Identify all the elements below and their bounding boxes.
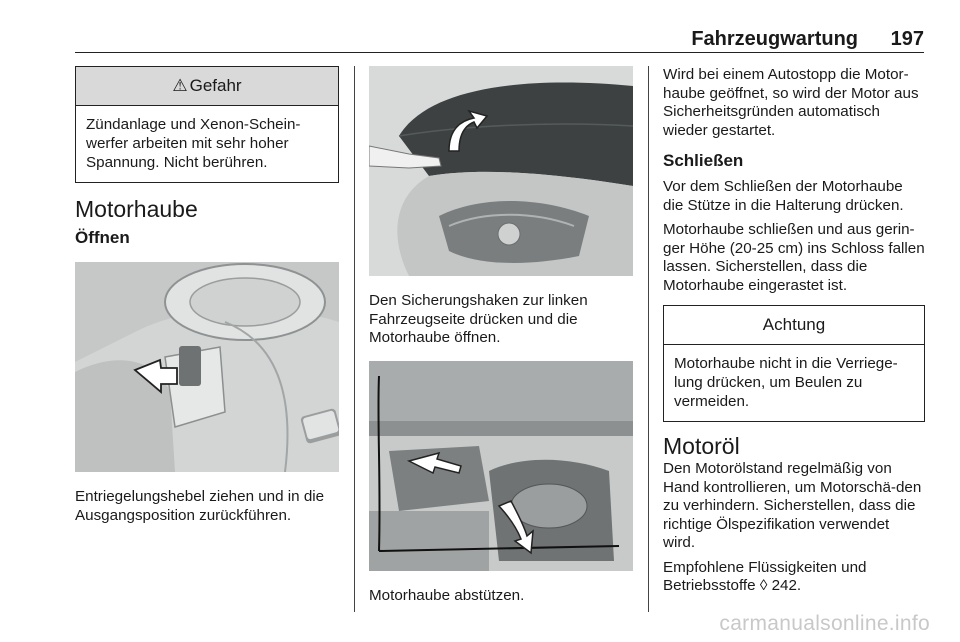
oil-paragraph-1: Den Motorölstand regelmäßig von Hand kontrollieren, um Motorschä-den zu verhindern. Sicherstellen, dass die richtige Ölspezifikation verwendet wird.	[663, 460, 922, 551]
column-1	[75, 66, 339, 525]
oil-paragraph-2-text: Empfohlene Flüssigkeiten und Betriebsstoffe	[663, 558, 867, 594]
caution-box	[663, 305, 925, 422]
hood-prop-illustration	[369, 361, 633, 571]
caption-hood-prop: Motorhaube abstützen.	[369, 586, 525, 604]
page-header	[75, 24, 924, 53]
danger-box-title: Gefahr	[189, 76, 242, 95]
hood-hook-illustration	[369, 66, 633, 276]
subsection-title-schliessen: Schließen	[663, 151, 744, 170]
page-reference-link[interactable]: 242.	[771, 577, 802, 594]
caution-box-title: Achtung	[664, 306, 924, 345]
page-number: 197	[890, 28, 924, 50]
release-lever-illustration	[75, 262, 339, 472]
column-3	[663, 66, 925, 596]
danger-box-header	[76, 67, 338, 106]
column-2	[369, 66, 633, 605]
section-title-motoroel: Motoröl	[663, 433, 740, 459]
column-divider-2	[648, 66, 649, 612]
section-title-motorhaube: Motorhaube	[75, 196, 198, 222]
watermark: carmanualsonline.info	[719, 612, 930, 635]
close-paragraph-2: Motorhaube schließen und aus gerin-ger Höhe (20-25 cm) ins Schloss fallen lassen. Sicherstellen, dass die Motorhaube eingerastet ist.	[663, 221, 925, 294]
column-divider-1	[354, 66, 355, 612]
intro-paragraph: Wird bei einem Autostopp die Motor-haube geöffnet, so wird der Motor aus Sicherheitsgründen automatisch wieder gestartet.	[663, 66, 919, 139]
subsection-title-oeffnen: Öffnen	[75, 228, 130, 247]
caution-box-text: Motorhaube nicht in die Verriege-lung drücken, um Beulen zu vermeiden.	[674, 355, 898, 410]
oil-paragraph-2	[663, 559, 925, 596]
danger-box-text: Zündanlage und Xenon-Schein-werfer arbeiten mit sehr hoher Spannung. Nicht berühren.	[86, 116, 301, 171]
caption-hood-hook: Den Sicherungshaken zur linken Fahrzeugseite drücken und die Motorhaube öffnen.	[369, 292, 588, 346]
caption-release-lever: Entriegelungshebel ziehen und in die Ausgangsposition zurückführen.	[75, 488, 325, 524]
close-paragraph-1: Vor dem Schließen der Motorhaube die Stütze in die Halterung drücken.	[663, 178, 904, 214]
chapter-title: Fahrzeugwartung	[691, 28, 858, 50]
warning-triangle-icon: ⚠	[172, 76, 188, 95]
page-reference-icon: ◊	[759, 577, 768, 594]
danger-box	[75, 66, 339, 183]
